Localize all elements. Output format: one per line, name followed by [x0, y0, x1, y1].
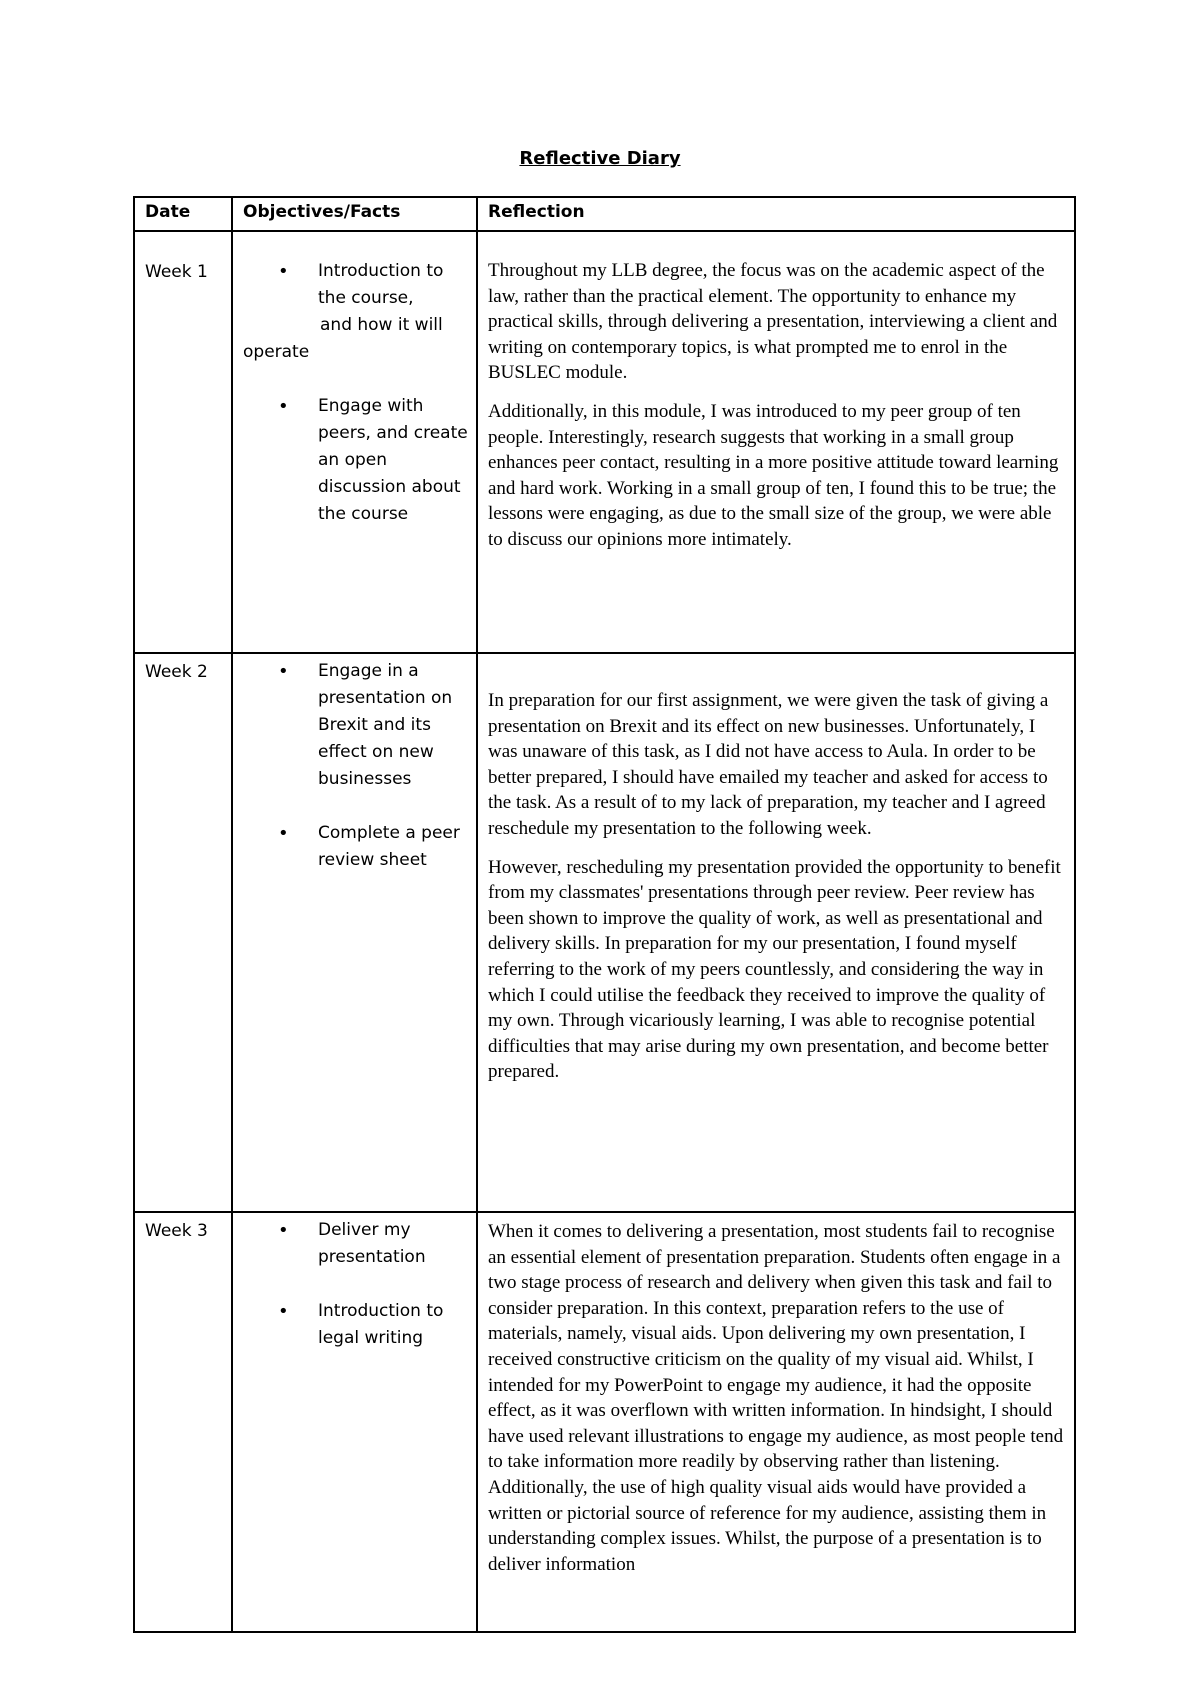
objective-text-line2: and how it will	[320, 315, 443, 335]
header-objectives: Objectives/Facts	[232, 197, 477, 231]
list-item	[243, 258, 468, 366]
row-reflection	[477, 653, 1075, 1212]
list-item	[243, 820, 468, 874]
reflection-paragraph: Additionally, in this module, I was introduced to my peer group of ten people. Interestingly, research suggests that working in a small group enhances peer contact, resulting in a more positive attitude toward learning and hard work. Working in a small group of ten, I found this to be true; the lessons were engaging, as due to the small size of the group, we were able to discuss our opinions more intimately.	[488, 400, 1059, 550]
objective-text: Introduction to the course,	[318, 261, 444, 308]
page-title: Reflective Diary	[519, 148, 681, 169]
objective-text: Introduction to legal writing	[318, 1301, 444, 1348]
row-objectives	[232, 1212, 477, 1632]
table-row	[134, 1212, 1075, 1632]
row-date: Week 1	[134, 231, 232, 653]
table-row	[134, 231, 1075, 653]
objectives-list	[243, 258, 468, 528]
objectives-list	[243, 1217, 468, 1352]
bullet-icon: •	[278, 1301, 289, 1322]
reflection-paragraph: Throughout my LLB degree, the focus was on the academic aspect of the law, rather than the practical element. The opportunity to enhance my practical skills, through delivering a presentation, interviewing a client and writing on contemporary topics, is what prompted me to enrol in the BUSLEC module.	[488, 260, 1058, 384]
row-objectives	[232, 231, 477, 653]
header-reflection: Reflection	[477, 197, 1075, 231]
bullet-icon: •	[278, 396, 289, 417]
header-date: Date	[134, 197, 232, 231]
objective-text: Deliver my presentation	[318, 1220, 426, 1267]
bullet-icon: •	[278, 1220, 289, 1241]
objective-text: Complete a peer review sheet	[318, 823, 460, 870]
list-item	[243, 1217, 468, 1271]
table-row	[134, 653, 1075, 1212]
reflection-paragraph: In preparation for our first assignment, we were given the task of giving a presentation on Brexit and its effect on new businesses. Unfortunately, I was unaware of this task, as I did not have access to Aula. In order to be better prepared, I should have emailed my teacher and asked for access to the task. As a result of to my lack of preparation, my teacher and I agreed reschedule my presentation to the following week.	[488, 690, 1049, 839]
list-item	[243, 1298, 468, 1352]
objective-text-continued: operate	[243, 342, 310, 362]
reflection-paragraph: However, rescheduling my presentation provided the opportunity to benefit from my classmates' presentations through peer review. Peer review has been shown to improve the quality of work, as well as presentational and delivery skills. In preparation for my our presentation, I found myself referring to the work of my peers countlessly, and considering the way in which I could utilise the feedback they received to improve the quality of my own. Through vicariously learning, I was able to recognise potential difficulties that may arise during my own presentation, and become better prepared.	[488, 856, 1061, 1083]
objectives-list	[243, 658, 468, 874]
reflection-paragraph: When it comes to delivering a presentation, most students fail to recognise an essential element of presentation preparation. Students often engage in a two stage process of research and delivery when given this task and fail to consider preparation. In this context, preparation refers to the use of materials, namely, visual aids. Upon delivering my own presentation, I received constructive criticism on the quality of my visual aid. Whilst, I intended for my PowerPoint to engage my audience, it had the opposite effect, as it was overflown with written information. In hindsight, I should have used relevant illustrations to engage my audience, as most people tend to take information more readily by observing rather than listening. Additionally, the use of high quality visual aids would have provided a written or pictorial source of reference for my audience, assisting them in understanding complex issues. Whilst, the purpose of a presentation is to deliver information	[488, 1221, 1064, 1575]
list-item	[243, 393, 468, 528]
bullet-icon: •	[278, 661, 289, 682]
list-item	[243, 658, 468, 793]
bullet-icon: •	[278, 823, 289, 844]
row-objectives	[232, 653, 477, 1212]
row-date: Week 3	[134, 1212, 232, 1632]
table-header-row	[134, 197, 1075, 231]
row-reflection	[477, 231, 1075, 653]
row-reflection	[477, 1212, 1075, 1632]
diary-table	[133, 196, 1076, 1633]
objective-text: Engage in a presentation on Brexit and its effect on new businesses	[318, 661, 453, 789]
objective-text: Engage with peers, and create an open discussion about the course	[318, 396, 468, 524]
row-date: Week 2	[134, 653, 232, 1212]
bullet-icon: •	[278, 261, 289, 282]
